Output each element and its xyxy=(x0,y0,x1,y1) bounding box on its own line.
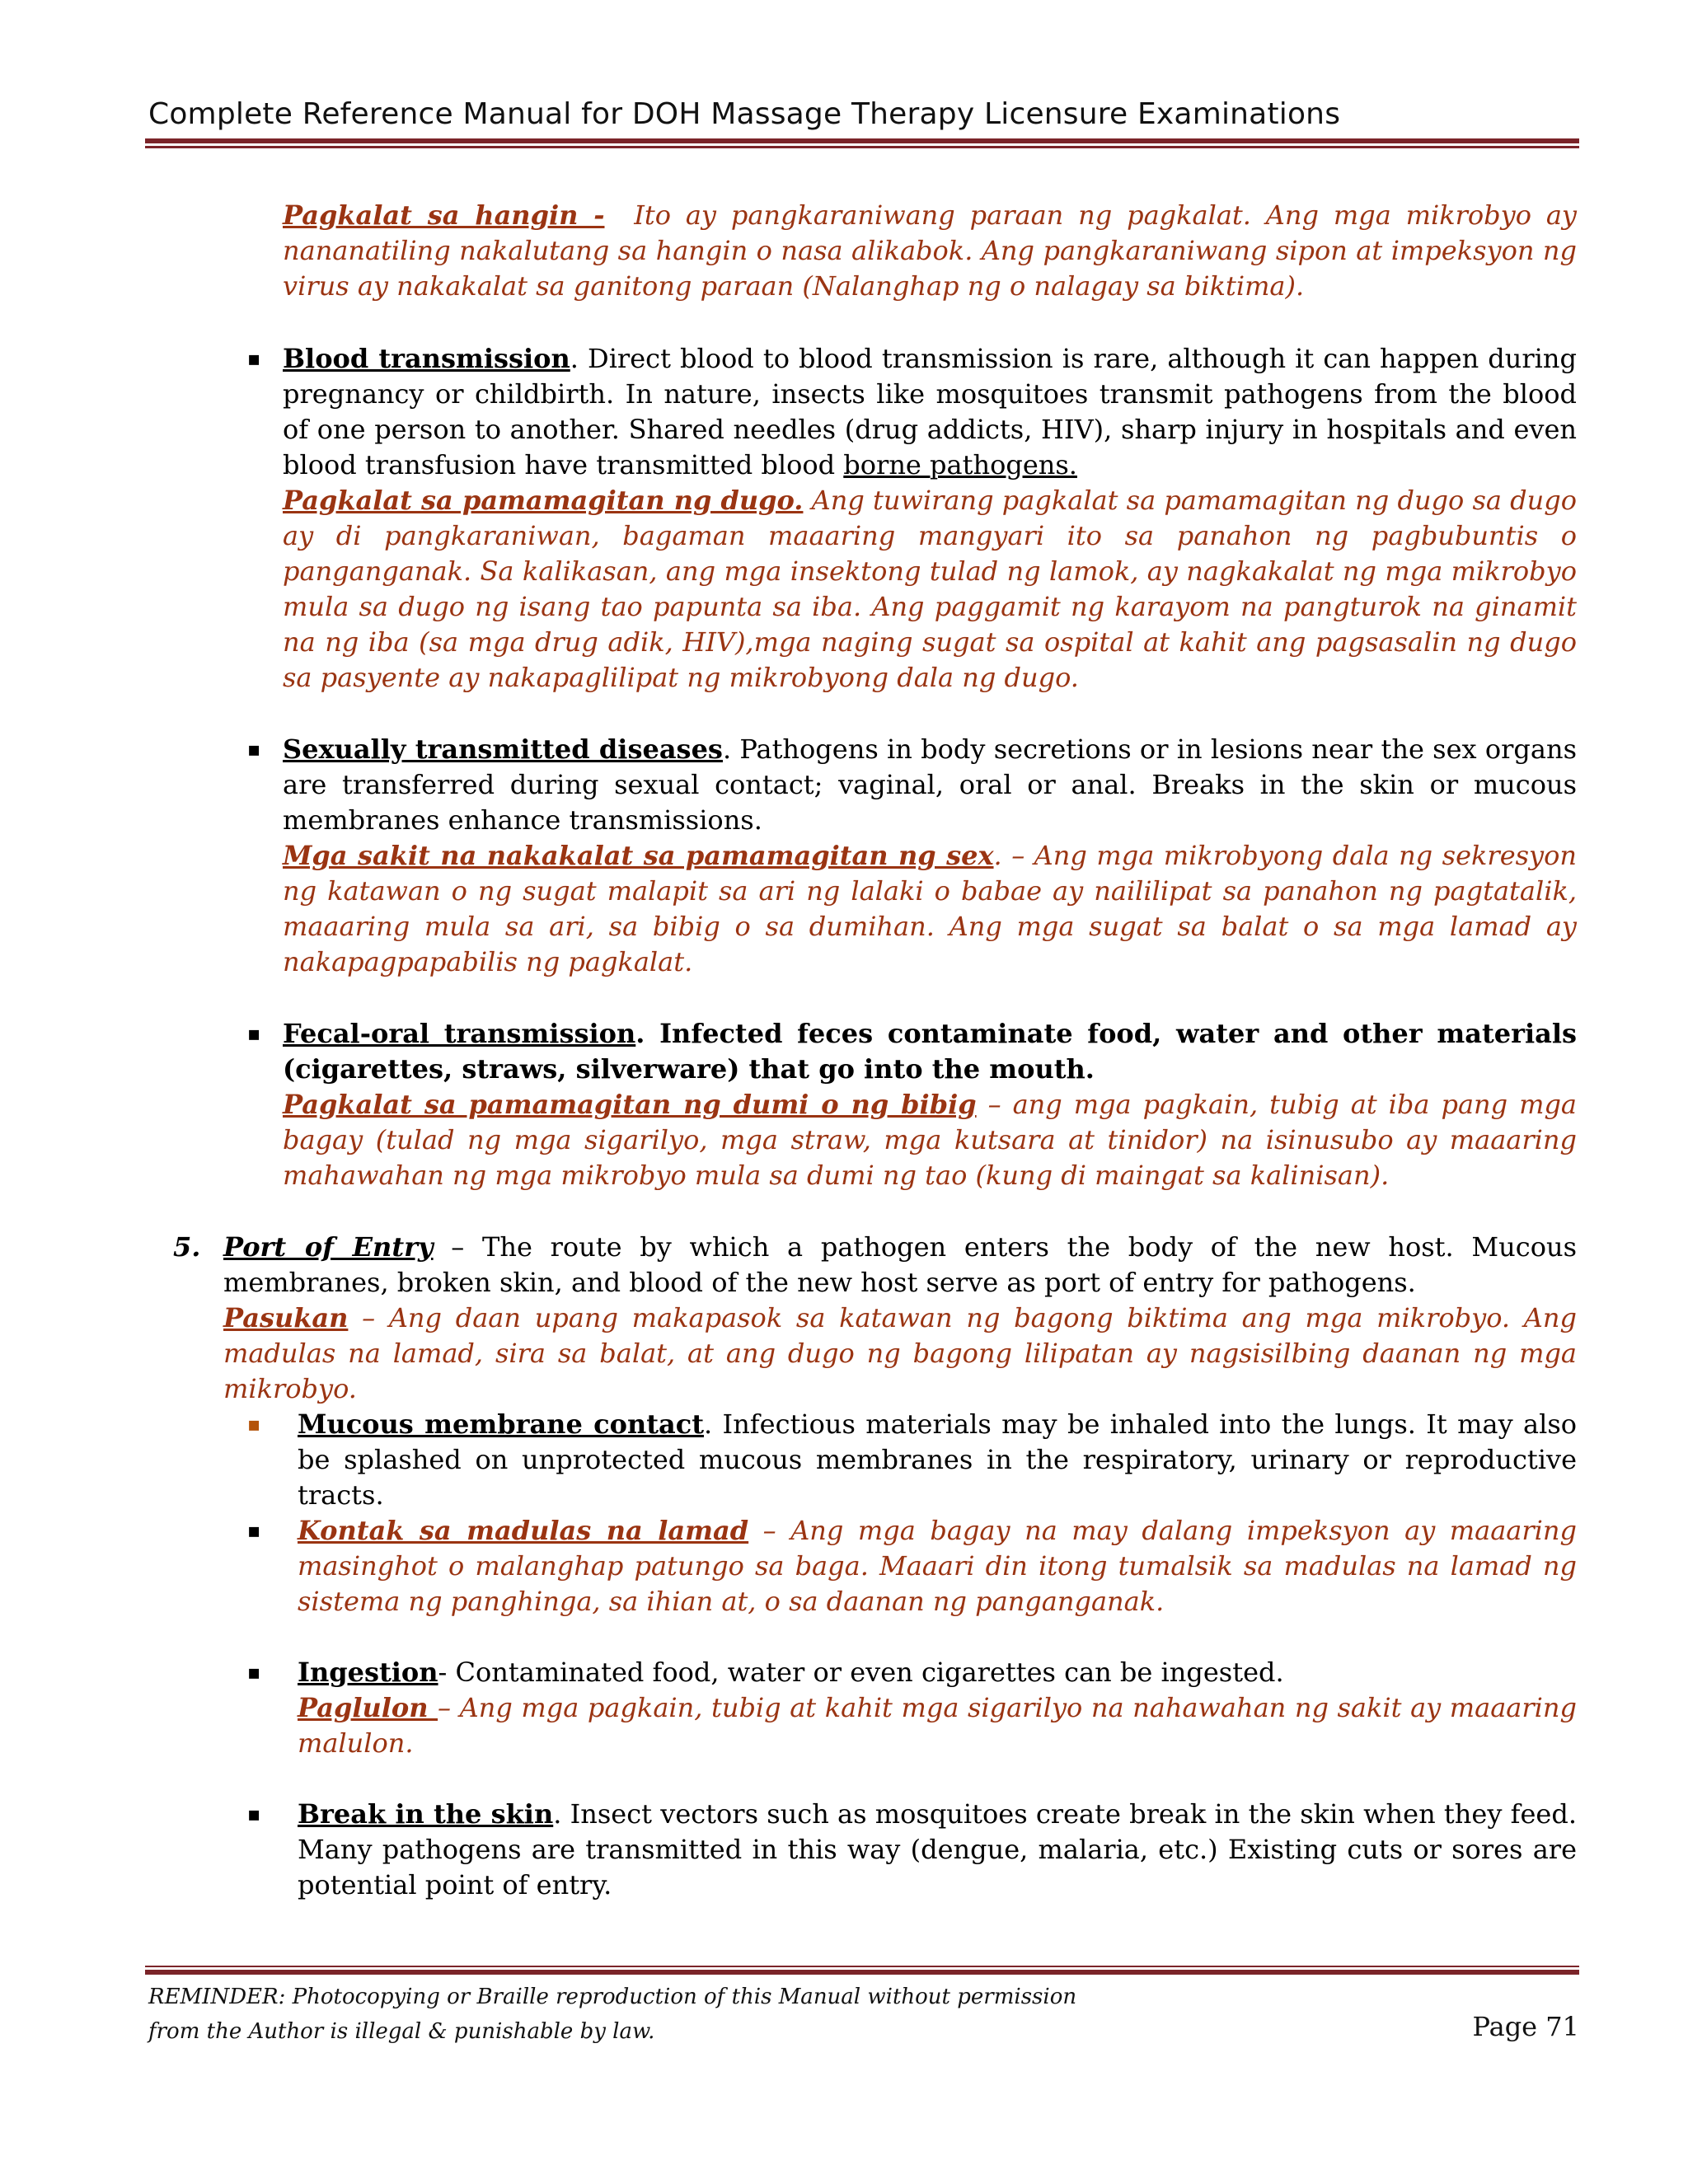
blood-tagalog-text: Ang tuwirang pagkalat sa pamamagitan ng dugo sa dugo ay di pangkaraniwan, bagaman maaaring mangyari ito sa panahon ng pagbubuntis o panganganak. Sa kalikasan, ang mga insektong tulad ng lamok, ay nagkakalat ng mga mikrobyo mula sa dugo ng isang tao papunta sa iba. Ang paggamit ng karayom na pangturok na ginamit na ng iba (sa mga drug adik, HIV),mga naging sugat sa ospital at kahit ang pagsasalin ng dugo sa pasyente ay nakapaglilipat ng mikrobyong dala ng dugo. xyxy=(283,485,1578,693)
port-of-entry-heading: Port of Entry xyxy=(223,1231,434,1263)
mucous-paragraph xyxy=(298,1407,1577,1513)
blood-transmission-heading: Blood transmission xyxy=(283,343,570,374)
fecal-tagalog-text: – ang mga pagkain, tubig at iba pang mga bagay (tulad ng mga sigarilyo, mga straw, mga kutsara at tinidor) na isinusubo ay maaaring mahawahan ng mga mikrobyo mula sa dumi ng tao (kung di maingat sa kalinisan). xyxy=(283,1089,1578,1191)
port-tagalog-text: – Ang daan upang makapasok sa katawan ng bagong biktima ang mga mikrobyo. Ang madulas na lamad, sira sa balat, at ang dugo ng bagong lilipatan ay nagsisilbing daanan ng mga mikrobyo. xyxy=(223,1302,1577,1404)
footer-rule xyxy=(145,1966,1579,1975)
airborne-tagalog-text: Ito ay pangkaraniwang paraan ng pagkalat. Ang mga mikrobyo ay nananatiling nakalutang sa hangin o nasa alikabok. Ang pangkaraniwang sipon at impeksyon ng virus ay nakakalat sa ganitong paraan (Nalanghap ng o nalagay sa biktima). xyxy=(283,199,1578,302)
mucous-heading: Mucous membrane contact xyxy=(298,1408,705,1440)
airborne-tagalog-heading: Pagkalat sa hangin - xyxy=(283,199,605,231)
bullet-icon xyxy=(247,1655,260,1690)
port-tagalog-heading: Pasukan xyxy=(223,1302,349,1333)
std-paragraph xyxy=(283,732,1577,838)
footer-reminder-line1: REMINDER: Photocopying or Braille reproduction of this Manual without permission xyxy=(148,1985,1077,2009)
airborne-tagalog-paragraph xyxy=(283,198,1577,304)
header-rule xyxy=(145,138,1579,148)
kontak-tagalog-text: – Ang mga bagay na may dalang impeksyon ay maaaring masinghot o malanghap patungo sa baga. Maaari din itong tumalsik sa madulas na lamad ng sistema ng panghinga, sa ihian at, o sa daanan ng panganganak. xyxy=(298,1515,1578,1617)
std-text: . Pathogens in body secretions or in lesions near the sex organs are transferred during sexual contact; vaginal, oral or anal. Breaks in the skin or mucous membranes enhance transmissions. xyxy=(283,733,1578,836)
list-number: 5. xyxy=(173,1231,201,1263)
ingestion-tagalog-paragraph xyxy=(298,1690,1577,1761)
fecal-text: . Infected feces contaminate food, water and other materials (cigarettes, straws, silverware) that go into the mouth. xyxy=(283,1018,1578,1085)
page-number: Page 71 xyxy=(1472,2011,1579,2042)
skin-heading: Break in the skin xyxy=(298,1798,554,1830)
blood-tagalog-paragraph xyxy=(283,483,1577,696)
std-heading: Sexually transmitted diseases xyxy=(283,733,723,765)
ingestion-heading: Ingestion xyxy=(298,1657,438,1688)
skin-text: . Insect vectors such as mosquitoes create break in the skin when they feed. Many pathogens are transmitted in this way (dengue, malaria, etc.) Existing cuts or sores are potential point of entry. xyxy=(298,1798,1578,1900)
bullet-icon xyxy=(247,1407,260,1442)
std-tagalog-paragraph xyxy=(283,838,1577,980)
bullet-icon xyxy=(247,732,260,767)
port-of-entry-text: – The route by which a pathogen enters the body of the new host. Mucous membranes, broken skin, and blood of the new host serve as port of entry for pathogens. xyxy=(223,1231,1578,1298)
blood-tagalog-heading: Pagkalat sa pamamagitan ng dugo. xyxy=(283,485,804,516)
std-tagalog-text: . – Ang mga mikrobyong dala ng sekresyon ng katawan o ng sugat malapit sa ari ng lalaki o babae ay naililipat sa panahon ng pagtatalik, maaaring mula sa ari, sa bibig o sa dumihan. Ang mga sugat sa balat o sa mga lamad ay nakapagpapabilis ng pagkalat. xyxy=(283,840,1578,977)
bullet-icon xyxy=(247,1513,260,1549)
port-of-entry-paragraph xyxy=(223,1230,1577,1301)
footer-reminder-line2: from the Author is illegal & punishable by law. xyxy=(148,2019,655,2044)
fecal-paragraph xyxy=(283,1016,1577,1087)
mucous-text: . Infectious materials may be inhaled into the lungs. It may also be splashed on unprotected mucous membranes in the respiratory, urinary or reproductive tracts. xyxy=(298,1408,1578,1511)
fecal-heading: Fecal-oral transmission xyxy=(283,1018,636,1049)
fecal-tagalog-heading: Pagkalat sa pamamagitan ng dumi o ng bibig xyxy=(283,1089,977,1120)
page-header-title: Complete Reference Manual for DOH Massage Therapy Licensure Examinations xyxy=(148,97,1341,131)
bullet-icon xyxy=(247,1797,260,1832)
blood-transmission-text: . Direct blood to blood transmission is rare, although it can happen during pregnancy or childbirth. In nature, insects like mosquitoes transmit pathogens from the blood of one person to another. Shared needles (drug addicts, HIV), sharp injury in hospitals and even blood transfusion have transmitted blood xyxy=(283,343,1577,480)
blood-transmission-paragraph xyxy=(283,341,1577,483)
ingestion-tagalog-heading: Paglulon xyxy=(298,1692,438,1723)
skin-paragraph xyxy=(298,1797,1577,1903)
bullet-icon xyxy=(247,341,260,377)
blood-transmission-underlined: borne pathogens. xyxy=(843,449,1077,480)
ingestion-text: - Contaminated food, water or even cigarettes can be ingested. xyxy=(438,1657,1284,1688)
ingestion-tagalog-text: – Ang mga pagkain, tubig at kahit mga sigarilyo na nahawahan ng sakit ay maaaring malulon. xyxy=(298,1692,1578,1759)
kontak-tagalog-paragraph xyxy=(298,1513,1577,1619)
bullet-icon xyxy=(247,1016,260,1052)
port-tagalog-paragraph xyxy=(223,1301,1577,1407)
fecal-tagalog-paragraph xyxy=(283,1087,1577,1193)
std-tagalog-heading: Mga sakit na nakakalat sa pamamagitan ng sex xyxy=(283,840,994,871)
ingestion-paragraph xyxy=(298,1655,1577,1690)
kontak-tagalog-heading: Kontak sa madulas na lamad xyxy=(298,1515,749,1546)
